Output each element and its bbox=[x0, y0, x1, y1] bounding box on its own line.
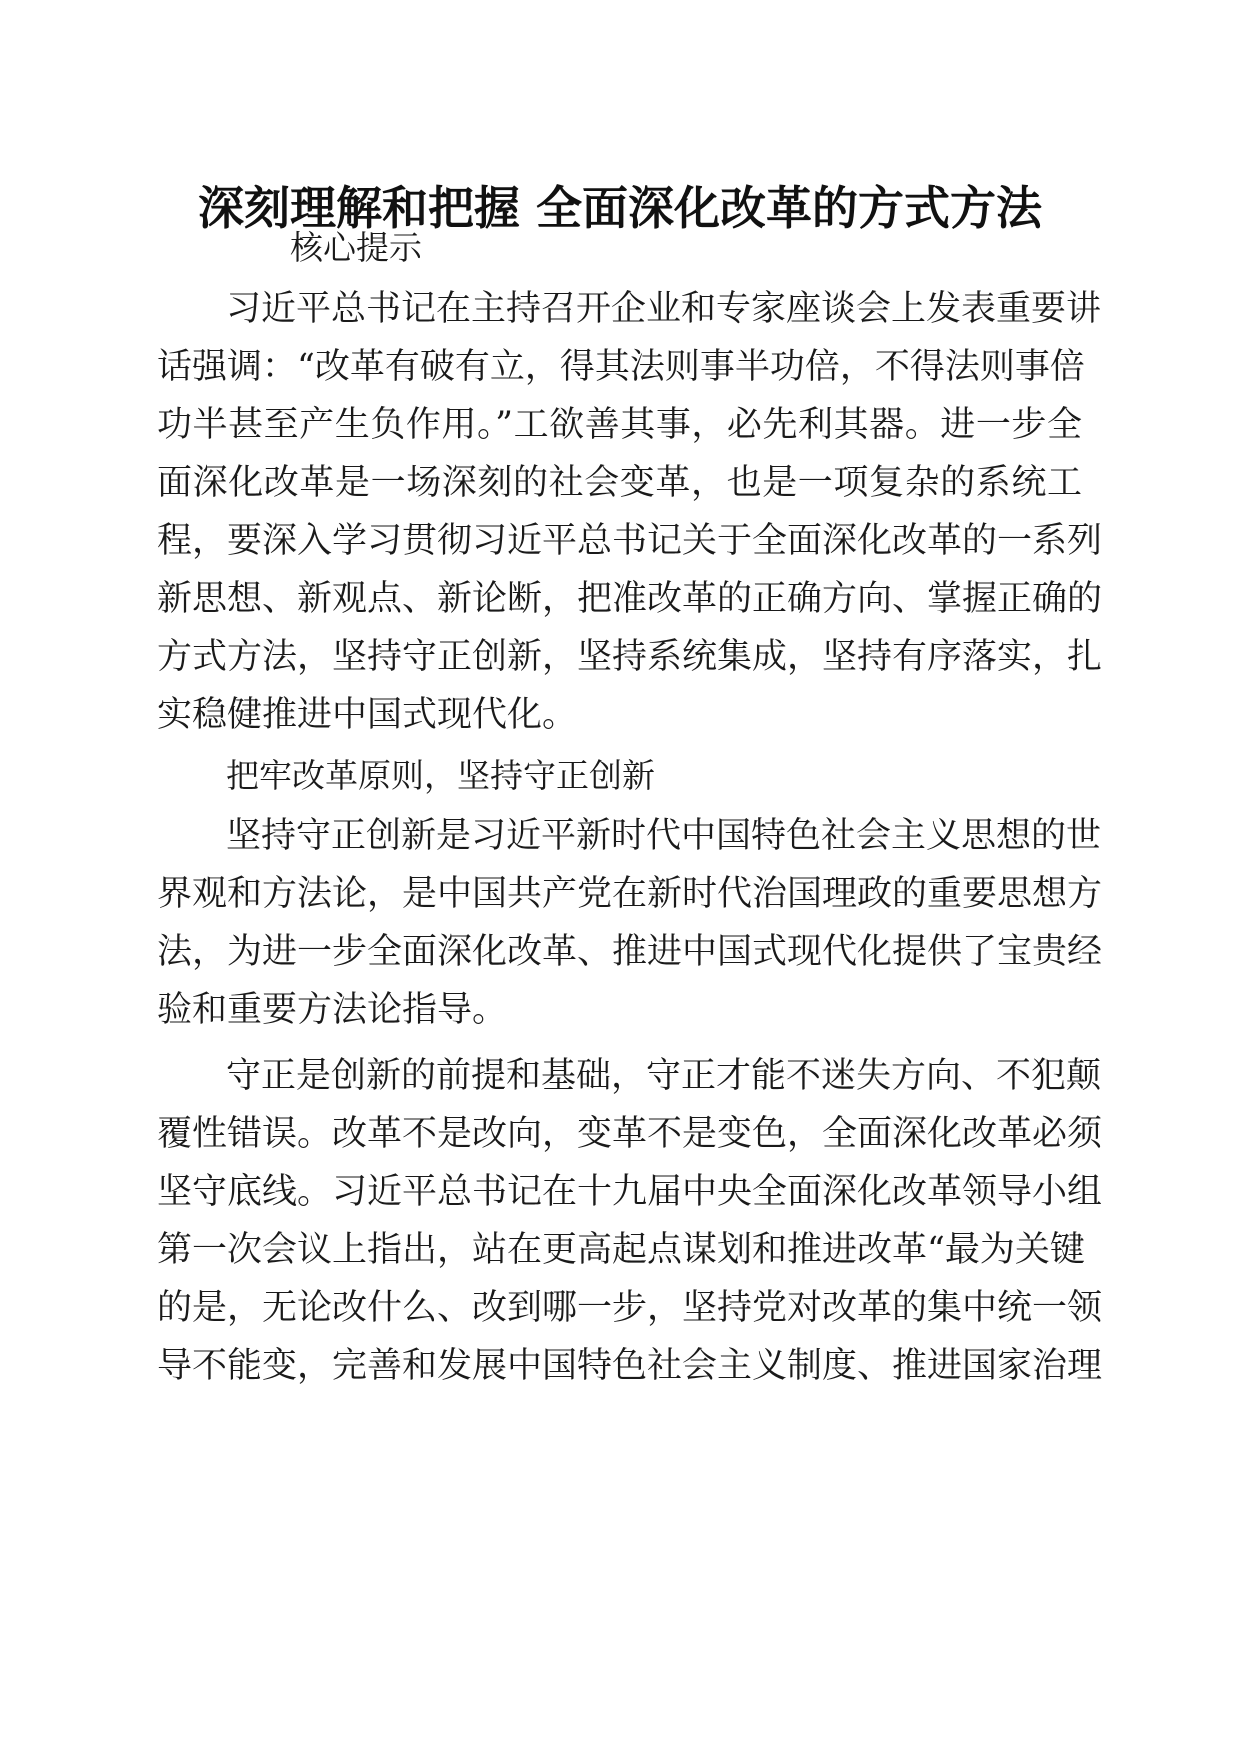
paragraph-line: 方式方法，坚持守正创新，坚持系统集成，坚持有序落实，扎 bbox=[157, 637, 1103, 677]
paragraph-line: 法，为进一步全面深化改革、推进中国式现代化提供了宝贵经 bbox=[157, 932, 1103, 972]
paragraph-line: 程，要深入学习贯彻习近平总书记关于全面深化改革的一系列 bbox=[157, 521, 1103, 561]
section-heading: 把牢改革原则，坚持守正创新 bbox=[226, 756, 655, 795]
paragraph-line: 覆性错误。改革不是改向，变革不是变色，全面深化改革必须 bbox=[157, 1114, 1103, 1154]
paragraph-line: 的是，无论改什么、改到哪一步，坚持党对改革的集中统一领 bbox=[157, 1288, 1103, 1328]
paragraph-line: 新思想、新观点、新论断，把准改革的正确方向、掌握正确的 bbox=[157, 579, 1103, 619]
document-title: 深刻理解和把握 全面深化改革的方式方法 bbox=[197, 181, 1042, 235]
paragraph-line: 守正是创新的前提和基础，守正才能不迷失方向、不犯颠 bbox=[226, 1056, 1102, 1096]
paragraph-line: 话强调：“改革有破有立，得其法则事半功倍，不得法则事倍 bbox=[157, 347, 1085, 387]
paragraph-line: 实稳健推进中国式现代化。 bbox=[157, 695, 578, 735]
subheading: 核心提示 bbox=[290, 228, 422, 267]
paragraph-line: 坚守底线。习近平总书记在十九届中央全面深化改革领导小组 bbox=[157, 1172, 1103, 1212]
paragraph-line: 界观和方法论，是中国共产党在新时代治国理政的重要思想方 bbox=[157, 874, 1103, 914]
paragraph-line: 验和重要方法论指导。 bbox=[157, 990, 508, 1030]
paragraph-line: 习近平总书记在主持召开企业和专家座谈会上发表重要讲 bbox=[226, 289, 1102, 329]
paragraph-line: 坚持守正创新是习近平新时代中国特色社会主义思想的世 bbox=[226, 816, 1102, 856]
paragraph-line: 面深化改革是一场深刻的社会变革，也是一项复杂的系统工 bbox=[157, 463, 1082, 503]
paragraph-line: 第一次会议上指出，站在更高起点谋划和推进改革“最为关键 bbox=[157, 1230, 1085, 1270]
paragraph-line: 导不能变，完善和发展中国特色社会主义制度、推进国家治理 bbox=[157, 1346, 1103, 1386]
paragraph-line: 功半甚至产生负作用。”工欲善其事，必先利其器。进一步全 bbox=[157, 405, 1082, 445]
